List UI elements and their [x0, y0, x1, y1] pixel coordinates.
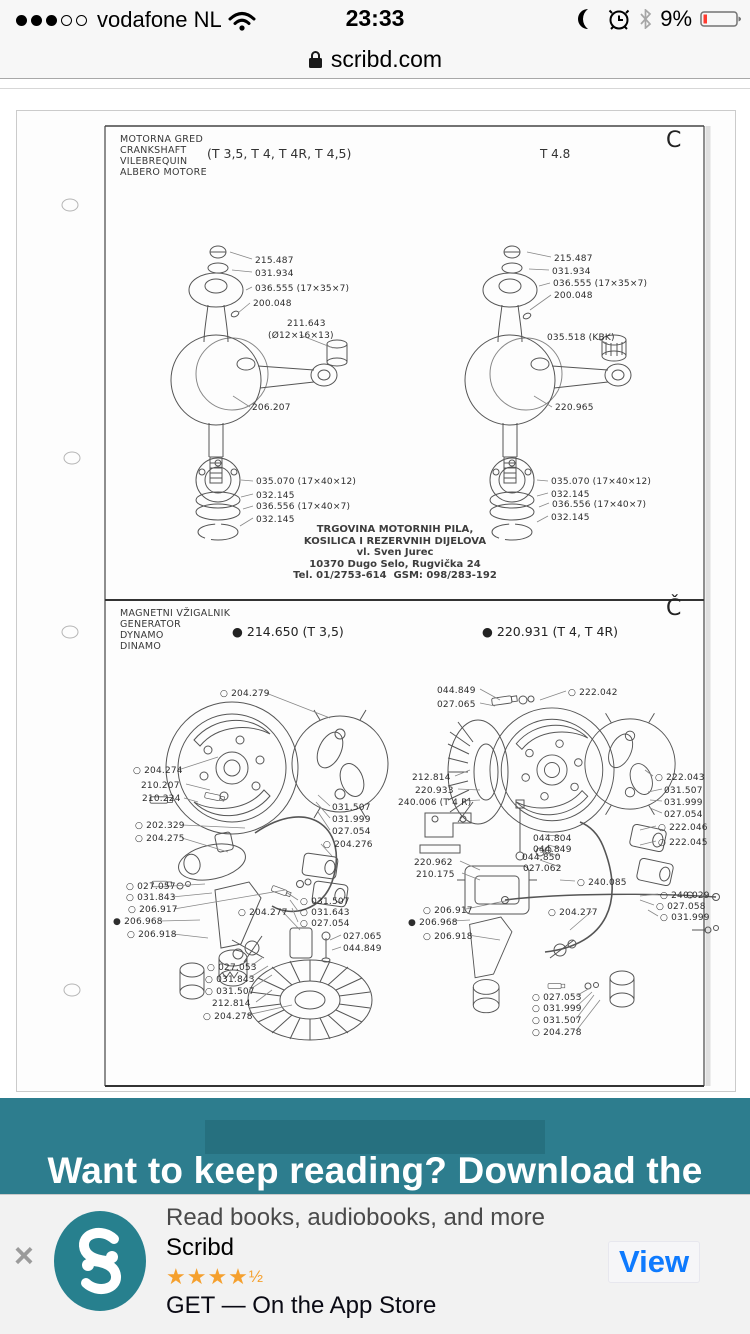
part-label: 027.054 — [664, 810, 703, 820]
part-label: 220.933 — [415, 786, 454, 796]
part-label: 220.965 — [555, 403, 594, 413]
app-banner-text — [166, 1203, 545, 1321]
text-line: ALBERO MOTORE — [120, 167, 207, 178]
part-label: 240.006 (T 4 R) — [398, 798, 472, 808]
part-label: ○ 031.507 — [205, 987, 255, 997]
part-label: ○ 031.507 — [300, 897, 350, 907]
section-letter-c: C — [666, 128, 682, 153]
banner-headline: Want to keep reading? Download the — [47, 1150, 703, 1191]
part-label: 032.145 — [256, 491, 295, 501]
part-label: 044.850 — [522, 853, 561, 863]
text-line: MOTORNA GRED — [120, 134, 204, 145]
rating-half-star: ½ — [248, 1267, 265, 1286]
part-label: ● 206.968 — [113, 917, 163, 927]
part-label: ○ 202.329 — [135, 821, 185, 831]
part-label: (Ø12×16×13) — [268, 331, 334, 341]
assembly-number-left: ● 214.650 (T 3,5) — [232, 624, 344, 639]
part-label: ○ 240.085 — [577, 878, 627, 888]
rating-stars: ★★★★½ — [166, 1264, 265, 1289]
part-label: 027.054 — [332, 827, 371, 837]
part-label: 044.849 — [343, 944, 382, 954]
text-line: TRGOVINA MOTORNIH PILA, — [316, 524, 474, 535]
part-label: 027.065 — [343, 932, 382, 942]
text-line: vl. Sven Jurec — [356, 547, 434, 558]
part-label: ○ 204.275 — [135, 834, 185, 844]
variant-label: T 4.8 — [540, 147, 571, 161]
battery-percent-label: 9% — [660, 6, 692, 31]
part-label: 206.207 — [252, 403, 291, 413]
part-label: ○ 204.274 — [133, 766, 183, 776]
banner-logo-strip — [205, 1120, 545, 1154]
part-label: ○ 031.999 — [660, 913, 710, 923]
carrier-label: vodafone NL — [97, 7, 222, 32]
part-label: ○ 027.053 — [532, 993, 582, 1003]
part-label: 210.207 — [141, 781, 180, 791]
assembly-number-right: ● 220.931 (T 4, T 4R) — [482, 624, 619, 639]
part-label: 210.175 — [416, 870, 455, 880]
part-label: ○ 222.045 — [658, 838, 708, 848]
part-label: 032.145 — [551, 513, 590, 523]
part-label: 036.555 (17×35×7) — [553, 279, 648, 289]
part-label: 044.849 — [533, 845, 572, 855]
app-name: Scribd — [166, 1234, 235, 1261]
part-label: ○ 027.053 — [207, 963, 257, 973]
part-label: ○ 204.278 — [532, 1028, 582, 1038]
part-label: ○ 222.046 — [658, 823, 708, 833]
part-label: 036.556 (17×40×7) — [552, 500, 647, 510]
part-label: ○ 206.918 — [127, 930, 177, 940]
part-label: ○ 031.643 — [300, 908, 350, 918]
part-label: 027.062 — [523, 864, 562, 874]
text-line: DINAMO — [120, 641, 162, 652]
part-label: ○ 027.058 — [656, 902, 706, 912]
part-label: 036.555 (17×35×7) — [255, 284, 350, 294]
scribd-app-icon[interactable] — [52, 1209, 148, 1313]
text-line: KOSILICA I REZERVNIH DIJELOVA — [303, 535, 487, 547]
part-label: 031.999 — [664, 798, 703, 808]
part-label: 044.849 — [437, 686, 476, 696]
crankshaft-models-label: (T 3,5, T 4, T 4R, T 4,5) — [207, 146, 352, 161]
text-line: DYNAMO — [120, 630, 164, 641]
part-label: ○ 204.277 — [548, 908, 598, 918]
part-label: 032.145 — [256, 515, 295, 525]
close-icon[interactable]: × — [14, 1237, 34, 1275]
app-banner-subtitle: GET — On the App Store — [166, 1292, 437, 1319]
clock: 23:33 — [345, 5, 405, 31]
part-label: ○ 206.917 — [128, 905, 178, 915]
part-label: 211.643 — [287, 319, 326, 329]
smart-app-banner — [0, 1194, 750, 1334]
url-domain: scribd.com — [330, 45, 443, 72]
part-label: 031.999 — [332, 815, 371, 825]
part-label: ○ 204.276 — [323, 840, 373, 850]
text-line: MAGNETNI VŽIGALNIK — [120, 608, 231, 619]
text-line: 10370 Dugo Selo, Rugvička 24 — [309, 558, 481, 570]
part-label: 031.934 — [552, 267, 591, 277]
part-label: 200.048 — [554, 291, 593, 301]
part-label: 035.070 (17×40×12) — [256, 477, 357, 487]
text-line: Tel. 01/2753-614 GSM: 098/283-192 — [293, 570, 497, 581]
part-label: 031.507 — [332, 803, 371, 813]
part-label: ○ 031.843 — [126, 893, 176, 903]
part-label: ○ 031.999 — [532, 1004, 582, 1014]
part-label: 200.048 — [253, 299, 292, 309]
part-label: ○ 031.507 — [532, 1016, 582, 1026]
part-label: 215.487 — [255, 256, 294, 266]
section-letter-cc: Č — [666, 596, 682, 621]
part-label: ○ 204.277 — [238, 908, 288, 918]
part-label: ○ 204.279 — [220, 689, 270, 699]
part-label: 212.814 — [412, 773, 451, 783]
part-label: 210.224 — [142, 794, 181, 804]
part-label: 027.065 — [437, 700, 476, 710]
part-label: ○ 222.042 — [568, 688, 618, 698]
part-label: ○ 206.917 — [423, 906, 473, 916]
part-label: 032.145 — [551, 490, 590, 500]
view-app-button[interactable]: View — [608, 1241, 700, 1283]
part-label: 031.507 — [664, 786, 703, 796]
part-label: 220.962 — [414, 858, 453, 868]
part-label: 035.070 (17×40×12) — [551, 477, 652, 487]
text-line: GENERATOR — [120, 619, 182, 630]
part-label: ○ 240.029 — [660, 891, 710, 901]
part-label: 215.487 — [554, 254, 593, 264]
part-label: ○ 027.054 — [300, 919, 350, 929]
part-label: ○ 204.278 — [203, 1012, 253, 1022]
part-label: 212.814 — [212, 999, 251, 1009]
part-label: ○ 222.043 — [655, 773, 705, 783]
text-line: VILEBREQUIN — [120, 156, 188, 167]
part-label: ○ 206.918 — [423, 932, 473, 942]
part-label: 044.804 — [533, 834, 572, 844]
part-label: 036.556 (17×40×7) — [256, 502, 351, 512]
part-label: ○ 031.843 — [205, 975, 255, 985]
part-label: ○ 027.057 — [126, 882, 176, 892]
text-line: CRANKSHAFT — [120, 145, 187, 156]
part-label: 031.934 — [255, 269, 294, 279]
app-banner-title: Read books, audiobooks, and more — [166, 1204, 545, 1231]
part-label: ● 206.968 — [408, 918, 458, 928]
part-label: 035.518 (KBK) — [547, 333, 615, 343]
